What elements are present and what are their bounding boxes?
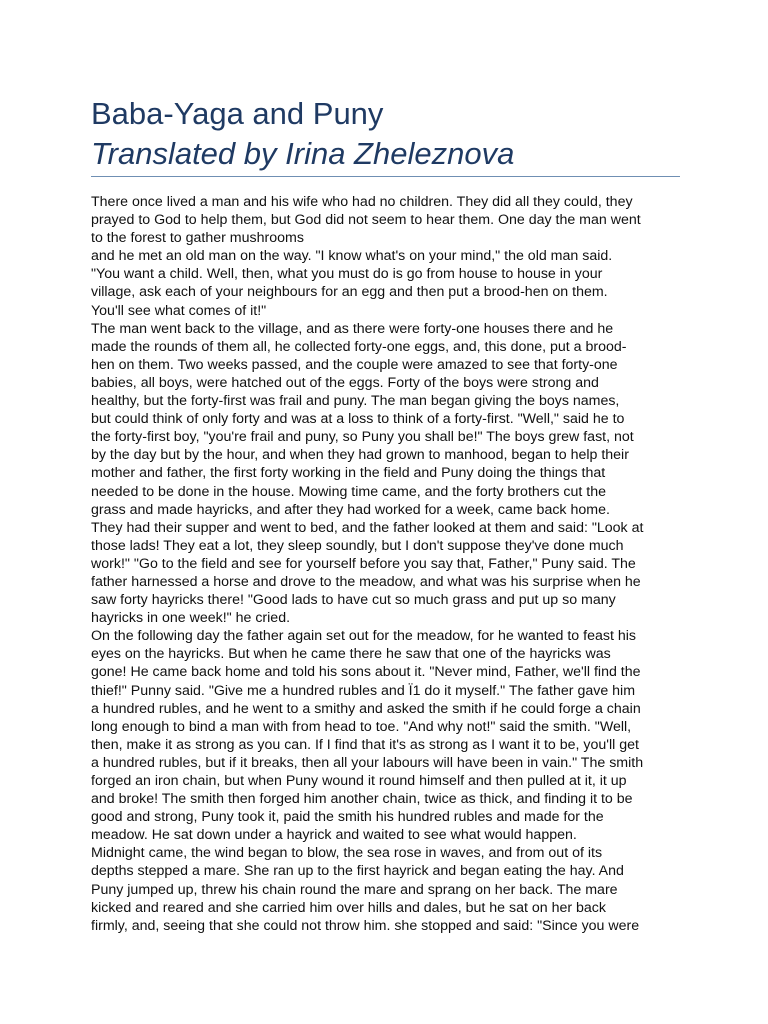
paragraph: On the following day the father again set out for the meadow, for he wanted to feast his eyes on the hayricks. But when he came there he saw that one of the hayricks was gone! He came back home and told his sons about it. "Never mind, Father, we'll find the thief!" Punny said. "Give me a hundred rubles and Ï1 do it myself." The father gave him a hundred rubles, and he went to a smithy and asked the smith if he could forge a chain long enough to bind a man with from head to toe. "And why not!" said the smith. "Well, then, make it as strong as you can. If I find that it's as strong as I want it to be, you'll get a hundred rubles, but if it breaks, then all your labours will have been in vain." The smith forged an iron chain, but when Puny wound it round himself and then pulled at it, it up and broke! The smith then forged him another chain, twice as thick, and finding it to be good and strong, Puny took it, paid the smith his hundred rubles and made for the meadow. He sat down under a hayrick and waited to see what would happen. xyxy=(91,628,644,844)
title-divider xyxy=(91,176,680,177)
paragraph: and he met an old man on the way. "I know what's on your mind," the old man said. "You want a child. Well, then, what you must do is go from house to house in your village, ask each of your neighbours for an egg and then put a brood-hen on them. You'll see what comes of it!" xyxy=(91,248,613,319)
paragraph: Midnight came, the wind began to blow, the sea rose in waves, and from out of its depths stepped a mare. She ran up to the first hayrick and began eating the hay. And Puny jumped up, threw his chain round the mare and sprang on her back. The mare kicked and reared and she carried him over hills and dales, but he sat on her back firmly, and, seeing that she could not throw him. she stopped and said: "Since you were xyxy=(91,845,640,934)
story-body xyxy=(91,193,691,935)
paragraph: The man went back to the village, and as there were forty-one houses there and he made the rounds of them all, he collected forty-one eggs, and, this done, put a brood- hen on them. Two weeks passed, and the couple were amazed to see that forty-one babies, all boys, were hatched out of the eggs. Forty of the boys were strong and healthy, but the forty-first was frail and puny. The man began giving the boys names, but could think of only forty and was at a loss to think of a forty-first. "Well," said he to the forty-first boy, "you're frail and puny, so Puny you shall be!" The boys grew fast, not by the day but by the hour, and when they had grown to manhood, began to help their mother and father, the first forty working in the field and Puny doing the things that needed to be done in the house. Mowing time came, and the forty brothers cut the grass and made hayricks, and after they had worked for a week, came back home. They had their supper and went to bed, and the father looked at them and said: "Look at those lads! They eat a lot, they sleep soundly, but I don't suppose they've done much work!" "Go to the field and see for yourself before you say that, Father," Puny said. The father harnessed a horse and drove to the meadow, and what was his surprise when he saw forty hayricks there! "Good lads to have cut so much grass and put up so many hayricks in one week!" he cried. xyxy=(91,320,644,627)
document-subtitle: Translated by Irina Zheleznova xyxy=(91,136,515,171)
document-title: Baba-Yaga and Puny xyxy=(91,96,384,131)
paragraph: There once lived a man and his wife who had no children. They did all they could, they prayed to God to help them, but God did not seem to hear them. One day the man went to the forest to gather mushrooms xyxy=(91,194,641,247)
title-block xyxy=(91,94,683,174)
